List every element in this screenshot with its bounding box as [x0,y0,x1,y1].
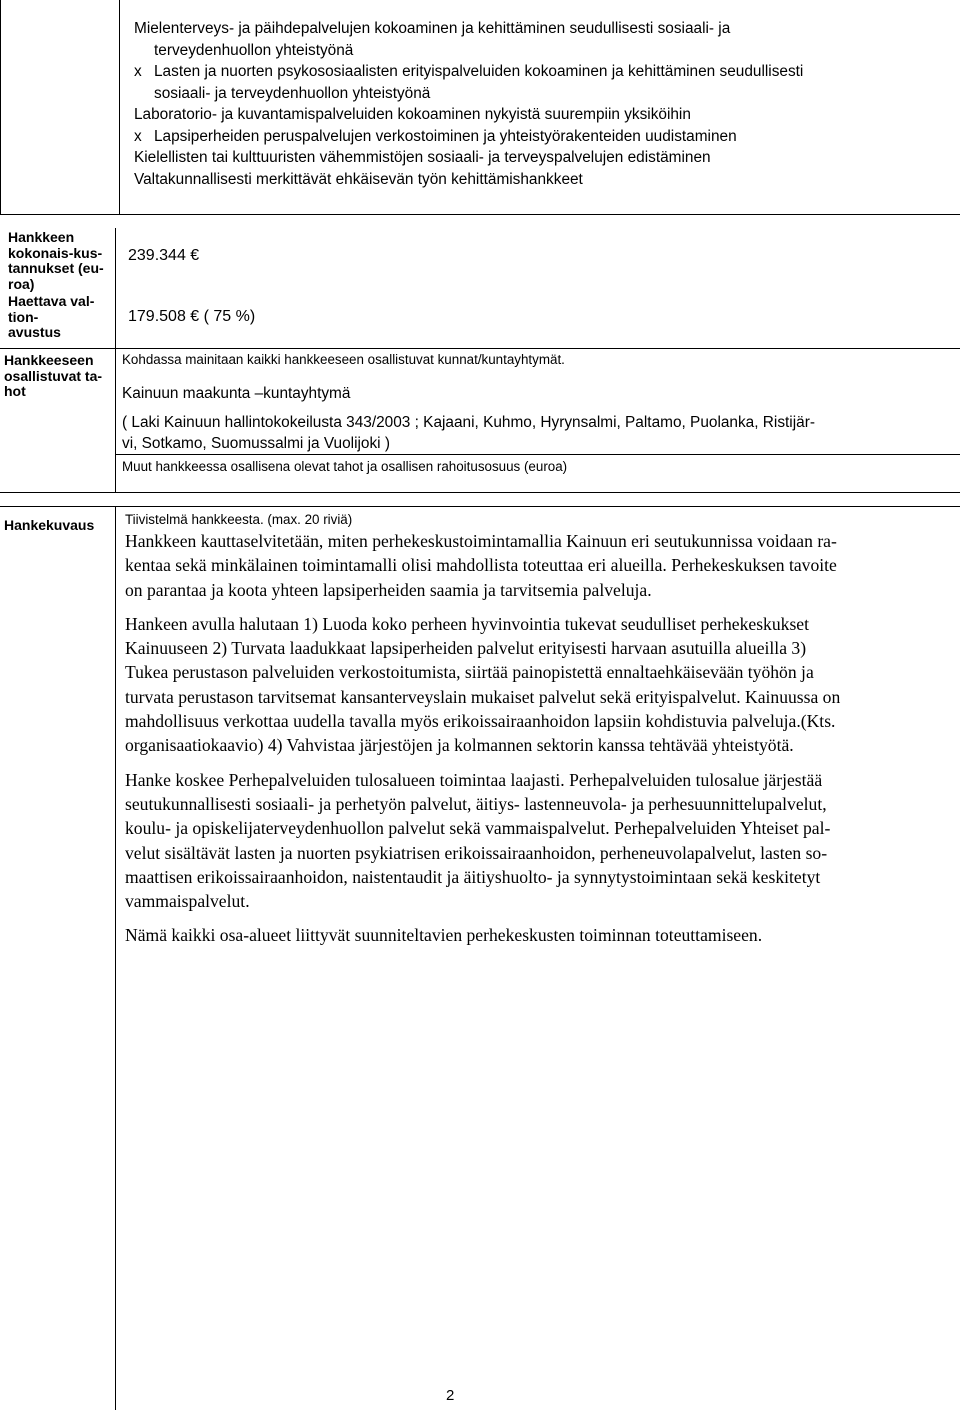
focus-area-line [134,126,944,148]
label-line: kokonais-kus- [8,244,103,261]
description-divider [115,506,116,1410]
focus-area-text: Kielellisten tai kulttuuristen vähemmistöjen sosiaali- ja terveyspalvelujen edistäminen [134,149,711,166]
top-section-divider [119,0,120,215]
focus-area-text: terveydenhuollon yhteistyönä [154,41,354,59]
description-line: Nämä kaikki osa-alueet liittyvät suunniteltavien perhekeskusten toiminnan toteuttamiseen. [125,925,763,946]
focus-area-text: Mielenterveys- ja päihdepalvelujen kokoaminen ja kehittäminen seudullisesti sosiaali- ja [134,20,731,37]
description-line: maattisen erikoissairaanhoidon, naistentaudit ja äitiyshuolto- ja synnytystoimintaan sekä keskitetyt [125,866,821,887]
label-line: avustus [8,324,61,340]
focus-area-line [134,40,944,62]
participants-detail-line: vi, Sotkamo, Suomussalmi ja Vuolijoki ) [122,435,391,452]
total-costs-value: 239.344 € [128,247,200,264]
participants-label [4,353,102,400]
description-line: Tukea perustason palveluiden verkostoitumista, siirtää painopistettä ennaltaehkäisevään työhön ja [125,662,814,683]
other-participants-note: Muut hankkeessa osallisena olevat tahot ja osallisen rahoitusosuus (euroa) [122,459,568,474]
top-section-left-border [0,0,1,215]
label-line: tannukset (eu- [8,260,104,276]
requested-grant-label [8,294,94,341]
description-line: vammaispalvelut. [125,891,250,912]
description-body [125,529,955,958]
focus-area-line [134,83,944,105]
label-line: Haettava val- [8,293,95,309]
label-line: Hankkeeseen [4,352,94,368]
description-paragraph [125,612,955,758]
focus-area-line [134,104,944,126]
description-line: Kainuuseen 2) Turvata laadukkaat lapsiperheiden palvelut erityisesti harvaan asutuilla alueilla 3) [125,638,807,659]
label-line: roa) [8,275,35,292]
focus-area-text: Lasten ja nuorten psykososiaalisten erityispalveluiden kokoaminen ja kehittäminen seudullisesti [154,63,804,80]
description-line: organisaatiokaavio) 4) Vahvistaa järjestöjen ja kolmannen sektorin kanssa tehtävää yhteistyötä. [125,735,794,756]
top-section-bottom-border [0,214,960,215]
focus-area-text: Valtakunnallisesti merkittävät ehkäisevän työn kehittämishankkeet [134,170,583,188]
label-line: hot [4,383,26,399]
total-costs-label [8,230,104,292]
participants-detail-line: ( Laki Kainuun hallintokokeilusta 343/2003 ; Kajaani, Kuhmo, Hyrynsalmi, Paltamo, Puolanka, Ristijär- [122,414,815,431]
focus-area-text: Laboratorio- ja kuvantamispalveluiden kokoaminen nykyistä suurempiin yksiköihin [134,106,691,123]
focus-area-line [134,169,944,191]
description-instruction: Tiivistelmä hankkeesta. (max. 20 riviä) [125,512,353,527]
description-line: kentaa sekä minkälainen toimintamalli olisi mahdollista toteuttaa eri alueilla. Perhekeskuksen tavoite [125,555,837,576]
description-line: on parantaa ja koota yhteen lapsiperheiden saamia ja tarvitsemia palveluja. [125,579,652,600]
description-paragraph [125,923,955,947]
middle-section-bottom-border [0,492,960,493]
selection-mark: x [134,127,142,145]
description-paragraph [125,529,955,602]
focus-area-text: Lapsiperheiden peruspalvelujen verkostoiminen ja yhteistyörakenteiden uudistaminen [154,127,737,145]
participants-inner-rule [115,454,960,455]
label-line: osallistuvat ta- [4,367,103,384]
description-line: velut sisältävät lasten ja nuorten psykiatrisen erikoissairaanhoidon, perheneuvolapalvelut, lasten so- [125,842,828,863]
participants-top-rule [0,348,960,349]
requested-grant-value: 179.508 € ( 75 %) [128,308,256,325]
description-top-border [0,506,960,507]
participants-main: Kainuun maakunta –kuntayhtymä [122,385,351,402]
focus-area-text: sosiaali- ja terveydenhuollon yhteistyönä [154,84,431,102]
focus-area-line [134,18,944,40]
label-line: Hankkeen [8,229,75,245]
description-line: Hanke koskee Perhepalveluiden tulosalueen toimintaa laajasti. Perhepalveluiden tulosalue järjestää [125,769,823,790]
label-line: tion- [8,308,39,325]
focus-area-line [134,147,944,169]
page-number: 2 [446,1387,455,1404]
participants-detail [122,412,952,454]
description-line: turvata perustason tarvitsemat kansanterveyslain mukaiset palvelut sekä erityispalvelut. Kainuussa on [125,686,841,707]
participants-instruction: Kohdassa mainitaan kaikki hankkeeseen osallistuvat kunnat/kuntayhtymät. [122,352,565,367]
description-line: koulu- ja opiskelijaterveydenhuollon palvelut sekä vammaispalvelut. Perhepalveluiden Yhteiset pal- [125,818,831,839]
focus-area-list [134,18,944,190]
selection-mark: x [134,63,142,80]
description-line: Hankkeen kauttaselvitetään, miten perhekeskustoimintamallia Kainuun eri seutukunnissa voidaan ra- [125,531,837,551]
description-line: seutukunnallisesti sosiaali- ja perhetyön palvelut, äitiys- lastenneuvola- ja perhesuunnittelupalvelut, [125,793,827,814]
description-line: Hankeen avulla halutaan 1) Luoda koko perheen hyvinvointia tukevat seudulliset perhekeskukset [125,613,809,634]
focus-area-line [134,61,944,83]
description-paragraph [125,768,955,914]
description-line: mahdollisuus verkottaa uudella tavalla myös erikoissairaanhoidon lapsiin kohdistuvia palveluja.(Kts. [125,711,836,732]
description-label: Hankekuvaus [4,517,95,533]
